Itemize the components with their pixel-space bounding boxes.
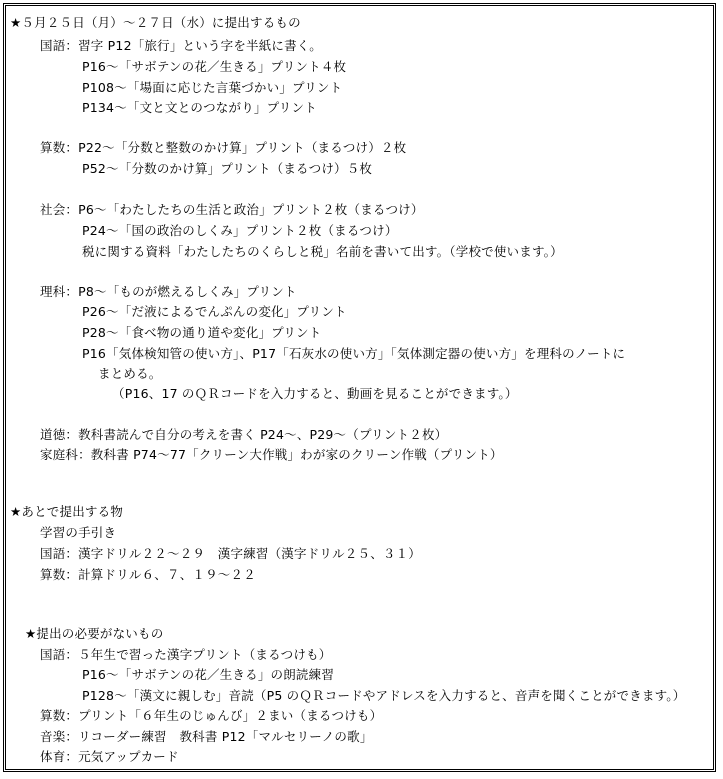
sansu-line-1: 算数：P22～「分数と整数のかけ算」プリント（まるつけ）２枚 — [40, 140, 407, 155]
rika-line-6: （P16、17 のＱＲコードを入力すると、動画を見ることができます。） — [112, 386, 518, 401]
section-header-due-may: ★５月２５日（月）～２７日（水）に提出するもの — [10, 15, 301, 30]
sansu-line-2: P52～「分数のかけ算」プリント（まるつけ）５枚 — [82, 161, 373, 176]
dotoku-line: 道徳：教科書読んで自分の考えを書く P24～、P29～（プリント２枚） — [40, 427, 448, 442]
later-line-1: 学習の手引き — [40, 525, 117, 540]
none-kokugo-line-1: 国語：５年生で習った漢字プリント（まるつけも） — [40, 647, 332, 662]
none-ongaku-line: 音楽：リコーダー練習 教科書 P12「マルセリーノの歌」 — [40, 729, 373, 744]
section-header-none: ★提出の必要がないもの — [25, 626, 164, 641]
rika-line-3: P28～「食べ物の通り道や変化」プリント — [82, 325, 322, 340]
rika-line-2: P26～「だ液によるでんぷんの変化」プリント — [82, 304, 347, 319]
shakai-line-2: P24～「国の政治のしくみ」プリント２枚（まるつけ） — [82, 223, 398, 238]
later-line-2: 国語：漢字ドリル２２～２９ 漢字練習（漢字ドリル２５、３１） — [40, 546, 422, 561]
none-kokugo-line-2: P16～「サボテンの花／生きる」の朗読練習 — [82, 667, 335, 682]
katei-line: 家庭科：教科書 P74～77「クリーン大作戦」わが家のクリーン作戦（プリント） — [40, 447, 503, 462]
later-line-3: 算数：計算ドリル６、７、１９～２２ — [40, 567, 256, 582]
section-header-later: ★あとで提出する物 — [10, 504, 124, 519]
kokugo-line-2: P16～「サボテンの花／生きる」プリント４枚 — [82, 59, 347, 74]
rika-line-1: 理科：P8～「ものが燃えるしくみ」プリント — [40, 284, 297, 299]
rika-line-5: まとめる。 — [98, 366, 162, 381]
shakai-line-1: 社会：P6～「わたしたちの生活と政治」プリント２枚（まるつけ） — [40, 202, 424, 217]
kokugo-line-3: P108～「場面に応じた言葉づかい」プリント — [82, 80, 343, 95]
none-taiiku-line: 体育：元気アップカード — [40, 749, 179, 764]
shakai-line-3: 税に関する資料「わたしたちのくらしと税」名前を書いて出す。（学校で使います。） — [82, 244, 563, 259]
kokugo-line-4: P134～「文と文とのつながり」プリント — [82, 100, 317, 115]
rika-line-4: P16「気体検知管の使い方」、P17「石灰水の使い方」「気体測定器の使い方」を理科のノートに — [82, 346, 626, 361]
none-kokugo-line-3: P128～「漢文に親しむ」音読（P5 のＱＲコードやアドレスを入力すると、音声を聞くことができます。） — [82, 688, 686, 703]
kokugo-line-1: 国語：習字 P12「旅行」という字を半紙に書く。 — [40, 38, 322, 53]
none-sansu-line: 算数：プリント「６年生のじゅんび」２まい（まるつけも） — [40, 708, 383, 723]
